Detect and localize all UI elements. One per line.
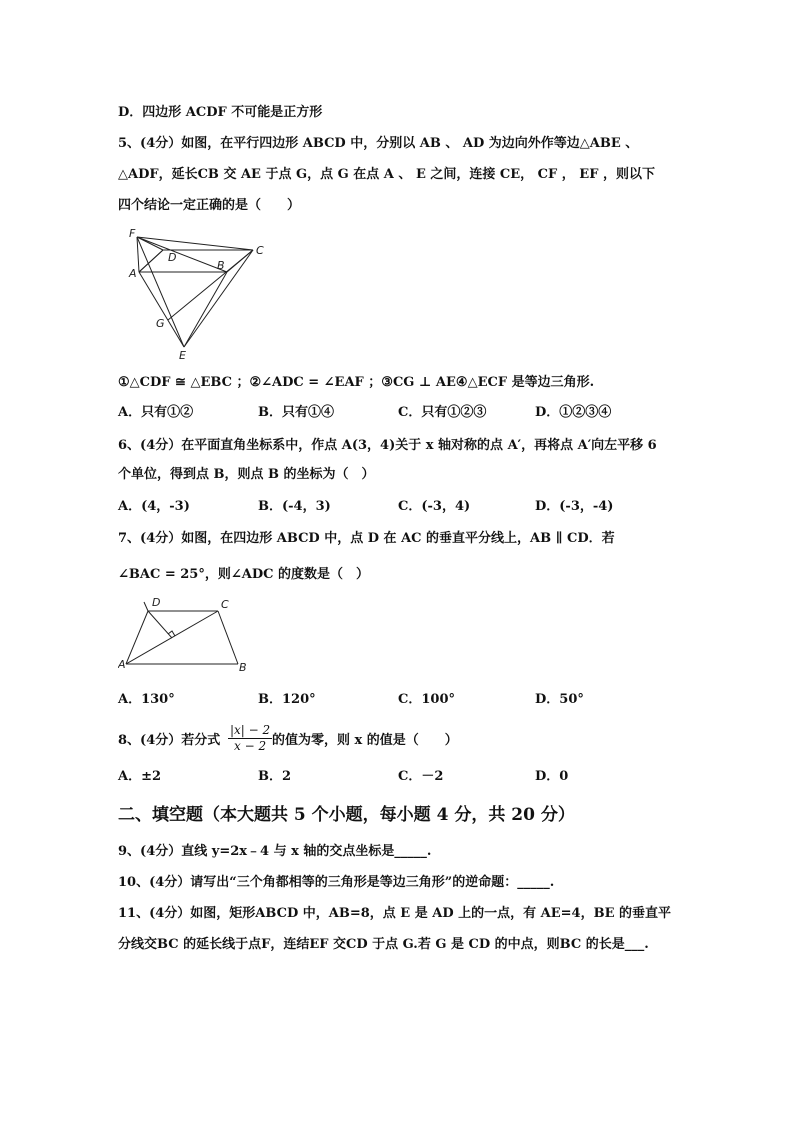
q8-option-c[interactable]: C．－2 [398,769,444,784]
q6-stem-line1: 6、(4分）在平面直角坐标系中，作点 A(3，4)关于 x 轴对称的点 A′，再将点 A′向左平移 6 [118,438,657,453]
q7-stem-line1: 7、(4分）如图，在四边形 ABCD 中，点 D 在 AC 的垂直平分线上，AB ∥ CD．若 [118,531,615,546]
q7-option-c[interactable]: C．100° [398,692,455,707]
q7-figure [118,596,258,676]
q6-option-c[interactable]: C．(-3，4) [398,499,471,514]
q5-option-c[interactable]: C．只有①②③ [398,405,487,420]
q5-label-b: B [217,259,225,272]
q5-stem-line3: 四个结论一定正确的是（ ） [118,198,301,213]
q11-stem-line1: 11、(4分）如图，矩形ABCD 中，AB=8，点 E 是 AD 上的一点，有 AE=4，BE 的垂直平 [118,906,672,921]
q8-option-b[interactable]: B．2 [258,769,292,784]
q7-label-b: B [239,661,247,674]
q5-stem-line1: 5、(4分）如图，在平行四边形 ABCD 中，分别以 AB 、 AD 为边向外作等边△ABE 、 [118,136,639,151]
q5-label-g: G [156,317,165,330]
q11-stem-line2: 分线交BC 的延长线于点F，连结EF 交CD 于点 G.若 G 是 CD 的中点，则BC 的长是___. [118,937,649,952]
q7-stem-line2: ∠BAC = 25°，则∠ADC 的度数是（ ） [118,567,369,582]
q5-statements: ①△CDF ≅ △EBC ；②∠ADC = ∠EAF ；③CG ⊥ AE④△ECF 是等边三角形. [118,375,595,390]
q7-label-a: A [118,658,126,671]
q4-option-d: D．四边形 ACDF 不可能是正方形 [118,105,323,120]
q5-option-d[interactable]: D．①②③④ [535,405,612,420]
q6-stem-line2: 个单位，得到点 B，则点 B 的坐标为（ ） [118,467,375,482]
q7-option-d[interactable]: D．50° [535,692,584,707]
q7-option-b[interactable]: B．120° [258,692,316,707]
q5-segment-be [184,272,227,347]
q6-option-d[interactable]: D．(-3，-4) [535,499,614,514]
q7-option-a[interactable]: A．130° [118,692,175,707]
q8-prefix: 8、(4分）若分式 [118,733,221,748]
q9-text: 9、(4分）直线 y=2x﹣4 与 x 轴的交点坐标是_____. [118,844,432,859]
q6-option-a[interactable]: A．(4，-3) [118,499,190,514]
q8-numerator: |x| − 2 [230,723,271,737]
q5-stem-line2: △ADF，延长CB 交 AE 于点 G，点 G 在点 A 、 E 之间，连接 CE， CF ， EF ，则以下 [118,167,655,182]
q8-suffix: 的值为零，则 x 的值是（ ） [272,733,458,748]
q8-option-d[interactable]: D．0 [535,769,569,784]
q7-segment-da [126,611,148,664]
q5-label-c: C [256,244,264,257]
section-2-heading: 二、填空题（本大题共 5 个小题，每小题 4 分，共 20 分） [118,805,575,825]
q5-segment-ae [139,272,184,347]
q7-segment-bc [218,611,238,664]
q5-option-a[interactable]: A．只有①② [118,405,194,420]
q8-option-a[interactable]: A．±2 [118,769,162,784]
q10-text: 10、(4分）请写出“三个角都相等的三角形是等边三角形”的逆命题：_____. [118,875,555,890]
q6-option-b[interactable]: B．(-4，3) [258,499,331,514]
q5-option-b[interactable]: B．只有①④ [258,405,334,420]
q8-fraction [228,723,272,754]
q7-label-c: C [221,598,229,611]
q5-label-a: A [129,267,137,280]
q5-label-e: E [179,349,186,362]
q5-label-f: F [129,227,136,240]
q7-label-d: D [152,596,161,609]
q5-figure [125,225,275,363]
q5-segment-fe [137,237,184,347]
q5-label-d: D [168,251,177,264]
q8-denominator: x − 2 [234,739,267,753]
